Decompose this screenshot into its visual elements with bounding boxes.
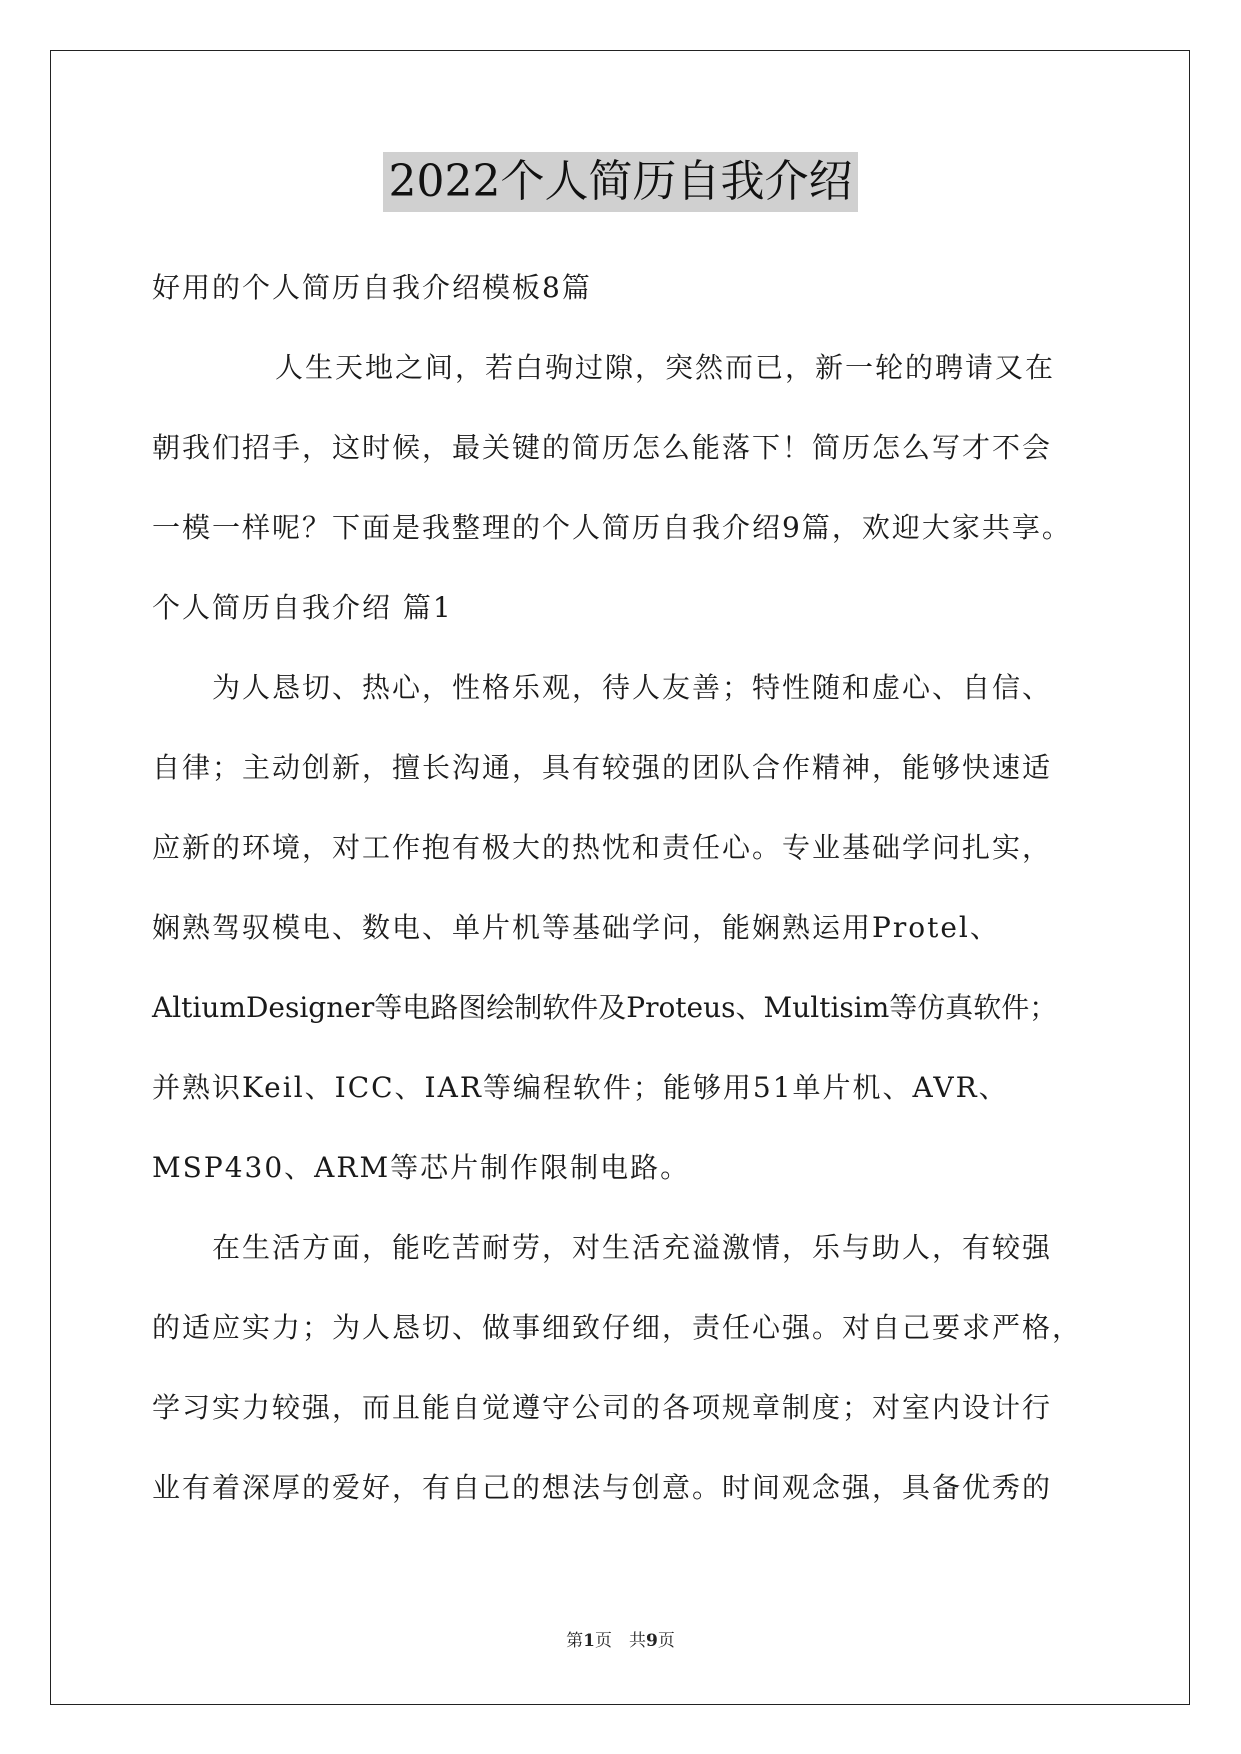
paragraph-line: 一模一样呢？下面是我整理的个人简历自我介绍9篇，欢迎大家共享。 <box>152 511 1072 544</box>
paragraph-line: AltiumDesigner等电路图绘制软件及Proteus、Multisim等仿真软件； <box>152 991 1058 1024</box>
paragraph-line: 学习实力较强，而且能自觉遵守公司的各项规章制度；对室内设计行 <box>152 1391 1053 1424</box>
paragraph-line: 业有着深厚的爱好，有自己的想法与创意。时间观念强，具备优秀的 <box>152 1471 1053 1504</box>
page-footer <box>0 1626 1241 1651</box>
document-title: 2022个人简历自我介绍 <box>383 152 859 212</box>
paragraph-line: 朝我们招手，这时候，最关键的简历怎么能落下！简历怎么写才不会 <box>152 431 1053 464</box>
paragraph-line: 在生活方面，能吃苦耐劳，对生活充溢激情，乐与助人，有较强 <box>212 1231 1053 1264</box>
paragraph-line: 应新的环境，对工作抱有极大的热忱和责任心。专业基础学问扎实， <box>152 831 1053 864</box>
total-page-number: 9 <box>646 1631 658 1651</box>
current-page-number: 1 <box>583 1631 595 1651</box>
paragraph-line: 的适应实力；为人恳切、做事细致仔细，责任心强。对自己要求严格， <box>152 1311 1083 1344</box>
paragraph-line: 自律；主动创新，擅长沟通，具有较强的团队合作精神，能够快速适 <box>152 751 1053 784</box>
section-heading: 个人简历自我介绍 篇1 <box>152 591 453 624</box>
footer-suffix: 页 <box>657 1631 675 1651</box>
paragraph-line: 人生天地之间，若白驹过隙，突然而已，新一轮的聘请又在 <box>275 351 1056 384</box>
paragraph-line: 为人恳切、热心，性格乐观，待人友善；特性随和虚心、自信、 <box>212 671 1053 704</box>
subtitle-line: 好用的个人简历自我介绍模板8篇 <box>152 271 592 304</box>
footer-middle: 页 共 <box>595 1631 646 1651</box>
footer-prefix: 第 <box>566 1631 584 1651</box>
title-container <box>0 152 1241 212</box>
paragraph-line: 并熟识Keil、ICC、IAR等编程软件；能够用51单片机、AVR、 <box>152 1071 1009 1104</box>
paragraph-line: 娴熟驾驭模电、数电、单片机等基础学问，能娴熟运用Protel、 <box>152 911 1000 944</box>
paragraph-line: MSP430、ARM等芯片制作限制电路。 <box>152 1151 691 1184</box>
